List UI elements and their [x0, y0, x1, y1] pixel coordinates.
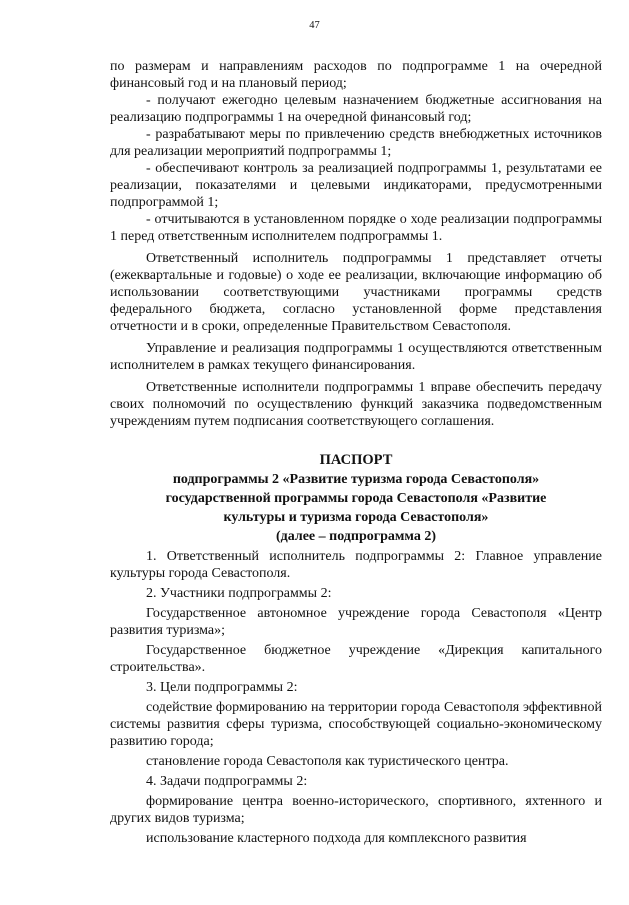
paragraph: - разрабатывают меры по привлечению средств внебюджетных источников для реализации мероприятий подпрограммы 1; [110, 127, 602, 159]
paragraph: использование кластерного подхода для комплексного развития [146, 831, 527, 846]
paragraph: - обеспечивают контроль за реализацией подпрограммы 1, результатами ее реализации, показателями и целевыми индикаторами, предусмотренными подпрограммой 1; [110, 161, 602, 210]
paragraph: - отчитываются в установленном порядке о ходе реализации подпрограммы 1 перед ответственным исполнителем подпрограммы 1. [110, 212, 602, 244]
paragraph: Управление и реализация подпрограммы 1 осуществляются ответственным исполнителем в рамках текущего финансирования. [110, 341, 602, 373]
passport-subtitle: культуры и туризма города Севастополя» [223, 510, 489, 525]
page-number: 47 [309, 20, 320, 31]
paragraph: 2. Участники подпрограммы 2: [146, 586, 332, 601]
paragraph: Ответственные исполнители подпрограммы 1 вправе обеспечить передачу своих полномочий по осуществлению функций заказчика подведомственным учреждениям путем подписания соответствующего соглашения. [110, 380, 602, 429]
document-body [110, 58, 602, 847]
passport-title: ПАСПОРТ [319, 452, 393, 468]
paragraph: 3. Цели подпрограммы 2: [146, 680, 298, 695]
passport-subtitle: подпрограммы 2 «Развитие туризма города Севастополя» [172, 472, 540, 487]
paragraph: Государственное автономное учреждение города Севастополя «Центр развития туризма»; [110, 606, 602, 638]
passport-subtitle: (далее – подпрограмма 2) [275, 529, 437, 544]
paragraph: 4. Задачи подпрограммы 2: [146, 774, 308, 789]
paragraph: Ответственный исполнитель подпрограммы 1 представляет отчеты (ежеквартальные и годовые) о ходе ее реализации, включающие информацию об использовании соответствующими участниками программы средств федерального бюджета, согласно установленной форме представления отчетности и в сроки, определенные Правительством Севастополя. [110, 251, 602, 334]
paragraph: 1. Ответственный исполнитель подпрограммы 2: Главное управление культуры города Севастополя. [110, 549, 602, 581]
paragraph: становление города Севастополя как туристического центра. [146, 754, 509, 769]
passport-subtitle: государственной программы города Севастополя «Развитие [165, 491, 547, 506]
paragraph: содействие формированию на территории города Севастополя эффективной системы развития сферы туризма, способствующей социально-экономическому развитию города; [110, 700, 602, 749]
paragraph: - получают ежегодно целевым назначением бюджетные ассигнования на реализацию подпрограммы 1 на очередной финансовый год; [110, 93, 602, 125]
paragraph: формирование центра военно-исторического, спортивного, яхтенного и других видов туризма; [110, 794, 602, 826]
paragraph: по размерам и направлениям расходов по подпрограмме 1 на очередной финансовый год и на плановый период; [110, 59, 602, 91]
paragraph: Государственное бюджетное учреждение «Дирекция капитального строительства». [110, 643, 602, 675]
